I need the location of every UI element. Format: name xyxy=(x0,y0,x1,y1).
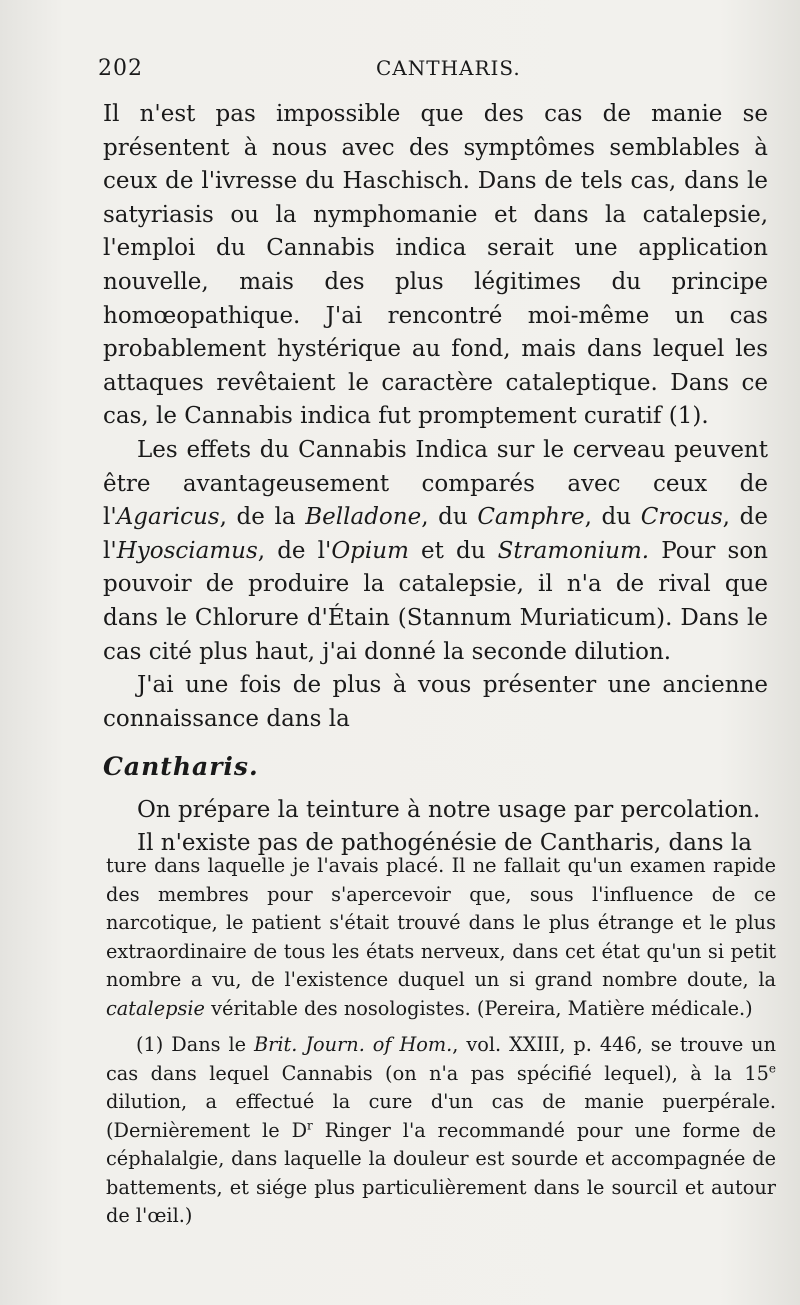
text-run: , de l' xyxy=(257,537,332,564)
remedy-name: Belladone xyxy=(305,504,422,531)
journal-title: Brit. Journ. of Hom. xyxy=(253,1033,453,1056)
main-text xyxy=(103,98,768,861)
paragraph-2 xyxy=(103,434,768,669)
small-print-section xyxy=(106,852,776,1231)
remedy-name: Opium xyxy=(331,537,409,564)
text-run: et du xyxy=(408,537,498,564)
text-run: , du xyxy=(584,504,641,531)
text-run: , de l' xyxy=(103,504,768,564)
section-title: Cantharis. xyxy=(103,752,259,782)
remedy-name: Agaricus xyxy=(116,504,220,531)
text-run: Ringer l'a recommandé pour une forme de céphalalgie, dans laquelle la douleur est sourde et accompagnée de battements, et siége plus particulièrement dans le sourcil et autour de l'œil.) xyxy=(106,1118,777,1227)
footnote xyxy=(106,1031,776,1231)
remedy-name: Crocus xyxy=(640,504,723,531)
text-run: Pour son pouvoir de produire la catalepsie, il n'a de rival que dans le Chlorure d'Étain (Stannum Muriaticum). Dans le cas cité plus haut, j'ai donné la seconde dilution. xyxy=(103,537,768,665)
remedy-name: Stramonium. xyxy=(497,537,650,564)
text-run: véritable des nosologistes. (Pereira, Matière médicale.) xyxy=(204,996,753,1020)
paragraph-4: On prépare la teinture à notre usage par percolation. xyxy=(137,796,761,823)
remedy-name: Camphre xyxy=(477,504,585,531)
page-number: 202 xyxy=(98,56,143,81)
superscript: r xyxy=(307,1118,313,1133)
running-title: CANTHARIS. xyxy=(376,56,521,80)
paragraph-3: J'ai une fois de plus à vous présenter une ancienne connaissance dans la xyxy=(103,672,768,732)
emphasis: catalepsie xyxy=(106,996,205,1020)
text-run: Les effets du Cannabis Indica sur le cerveau peuvent être avantageusement comparés avec ceux de l' xyxy=(103,436,768,531)
text-run: ture dans laquelle je l'avais placé. Il ne fallait qu'un examen rapide des membres pour s'apercevoir que, sous l'influence de ce narcotique, le patient s'était trouvé dans le plus étrange et le plus extraordinaire de tous les états nerveux, dans cet état qu'un si petit nombre a vu, de l'existence duquel un si grand nombre doute, la xyxy=(106,854,776,991)
text-run: , de la xyxy=(219,504,306,531)
superscript: e xyxy=(768,1061,776,1076)
paragraph-5: Il n'existe pas de pathogénésie de Cantharis, dans la xyxy=(137,830,752,857)
text-run: , du xyxy=(421,504,478,531)
text-run: (1) Dans le xyxy=(136,1033,254,1056)
quote-continuation xyxy=(106,852,776,1023)
remedy-name: Hyosciamus xyxy=(116,537,258,564)
page-header xyxy=(98,56,770,86)
text-run: , vol. XXIII, p. 446, se trouve un cas dans lequel Cannabis (on n'a pas spécifié lequel), à la 15 xyxy=(106,1033,776,1085)
text-run: dilution, a effectué la cure d'un cas de manie puerpérale. (Dernièrement le D xyxy=(106,1090,776,1142)
paragraph-1: Il n'est pas impossible que des cas de manie se présentent à nous avec des symptômes semblables à ceux de l'ivresse du Haschisch. Dans de tels cas, dans le satyriasis ou la nymphomanie et dans la catalepsie, l'emploi du Cannabis indica serait une application nouvelle, mais des plus légitimes du principe homœopathique. J'ai rencontré moi-même un cas probablement hystérique au fond, mais dans lequel les attaques revêtaient le caractère cataleptique. Dans ce cas, le Cannabis indica fut promptement curatif (1). xyxy=(103,101,768,430)
